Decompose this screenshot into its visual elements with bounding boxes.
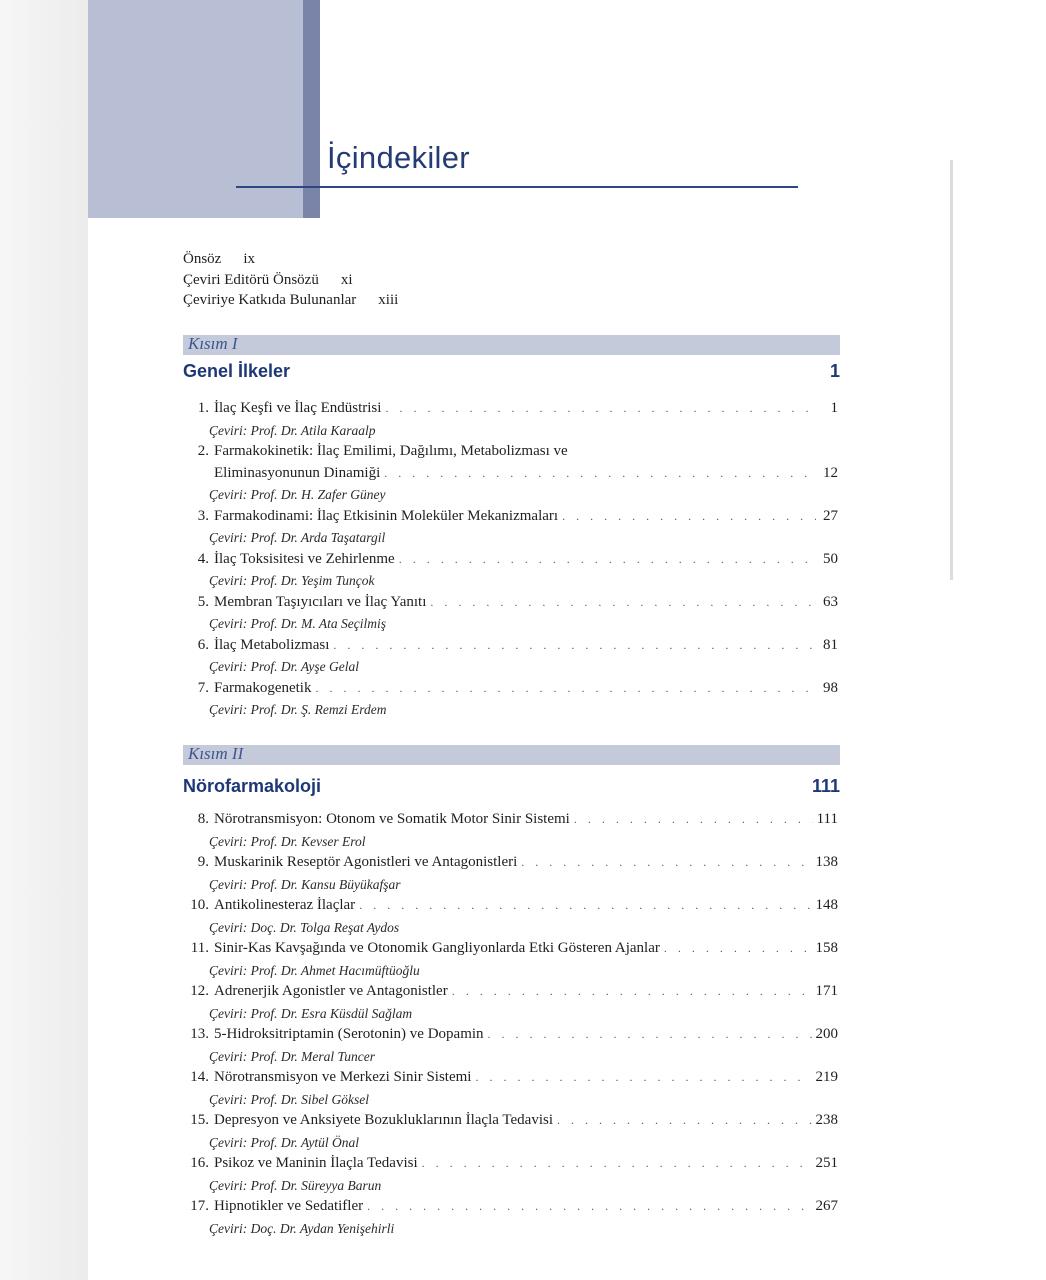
dot-leader bbox=[475, 1067, 811, 1089]
chapter-entry[interactable] bbox=[183, 895, 838, 938]
chapter-translator: Çeviri: Prof. Dr. Yeşim Tunçok bbox=[209, 573, 375, 588]
dot-leader bbox=[574, 809, 813, 831]
chapter-title: Farmakodinami: İlaç Etkisinin Moleküler Mekanizmaları bbox=[214, 507, 559, 524]
chapter-number: 14. bbox=[190, 1069, 209, 1085]
page-edge-shadow bbox=[950, 160, 953, 580]
front-matter-item[interactable] bbox=[183, 290, 398, 311]
chapter-title: Psikoz ve Maninin İlaçla Tedavisi bbox=[214, 1155, 418, 1171]
chapter-title: 5-Hidroksitriptamin (Serotonin) ve Dopamin bbox=[214, 1026, 484, 1042]
chapter-entry[interactable] bbox=[183, 1067, 838, 1110]
title-underline bbox=[236, 186, 798, 188]
chapter-translator: Çeviri: Prof. Dr. Atila Karaalp bbox=[209, 422, 376, 438]
dot-leader bbox=[384, 463, 816, 485]
chapter-title: Nörotransmisyon: Otonom ve Somatik Motor Sinir Sistemi bbox=[214, 811, 570, 827]
chapter-entry[interactable] bbox=[183, 852, 838, 895]
chapter-number: 6. bbox=[197, 636, 209, 653]
chapter-number: 2. bbox=[197, 443, 209, 459]
chapter-translator: Çeviri: Prof. Dr. M. Ata Seçilmiş bbox=[209, 616, 386, 631]
part-1-heading[interactable] bbox=[183, 361, 840, 382]
chapter-page: 238 bbox=[815, 1112, 838, 1128]
dot-leader bbox=[422, 1153, 812, 1175]
chapter-translator: Çeviri: Prof. Dr. H. Zafer Güney bbox=[209, 487, 386, 502]
chapter-translator: Çeviri: Prof. Dr. Süreyya Barun bbox=[209, 1177, 382, 1193]
chapter-translator: Çeviri: Prof. Dr. Esra Küsdül Sağlam bbox=[209, 1005, 413, 1021]
chapter-translator: Çeviri: Prof. Dr. Kansu Büyükafşar bbox=[209, 876, 401, 892]
chapter-translator: Çeviri: Prof. Dr. Ayşe Gelal bbox=[209, 659, 359, 674]
chapter-number: 15. bbox=[190, 1112, 209, 1128]
chapter-number: 8. bbox=[197, 811, 209, 827]
dot-leader bbox=[562, 506, 816, 528]
chapter-entry[interactable] bbox=[183, 592, 838, 635]
part-2-page: 111 bbox=[811, 776, 840, 796]
page-title: İçindekiler bbox=[327, 140, 470, 175]
front-matter-list bbox=[183, 249, 398, 311]
chapter-number: 10. bbox=[190, 897, 209, 913]
chapter-page: 111 bbox=[816, 811, 838, 827]
front-matter-page: xiii bbox=[378, 292, 399, 308]
chapter-number: 11. bbox=[190, 940, 209, 956]
chapter-entry[interactable] bbox=[183, 981, 838, 1024]
chapter-page: 148 bbox=[815, 897, 838, 913]
part-2-heading[interactable] bbox=[183, 776, 840, 797]
dot-leader bbox=[664, 938, 812, 960]
dot-leader bbox=[333, 635, 816, 657]
chapter-entry[interactable] bbox=[183, 809, 838, 852]
front-matter-label: Önsöz bbox=[183, 251, 222, 267]
dot-leader bbox=[385, 398, 816, 420]
front-matter-page: xi bbox=[340, 271, 353, 288]
chapter-page: 63 bbox=[823, 593, 838, 610]
part-2-bar bbox=[183, 745, 840, 765]
front-matter-item[interactable] bbox=[183, 270, 398, 291]
part-2-title: Nörofarmakoloji bbox=[183, 776, 322, 796]
part-1-bar bbox=[183, 335, 840, 355]
chapter-page: 251 bbox=[815, 1155, 838, 1171]
chapter-entry[interactable] bbox=[183, 678, 838, 721]
chapter-page: 50 bbox=[823, 550, 838, 567]
chapter-title: İlaç Keşfi ve İlaç Endüstrisi bbox=[214, 400, 382, 416]
chapter-number: 17. bbox=[190, 1198, 209, 1214]
chapter-title: Muskarinik Reseptör Agonistleri ve Antagonistleri bbox=[214, 854, 518, 870]
chapter-translator: Çeviri: Prof. Dr. Ahmet Hacımüftüoğlu bbox=[209, 962, 420, 978]
part-1-page: 1 bbox=[829, 361, 840, 381]
chapter-entry[interactable] bbox=[183, 1110, 838, 1153]
chapter-title: Adrenerjik Agonistler ve Antagonistler bbox=[214, 983, 448, 999]
dot-leader bbox=[452, 981, 812, 1003]
chapter-translator: Çeviri: Doç. Dr. Tolga Reşat Aydos bbox=[209, 919, 400, 935]
chapter-page: 267 bbox=[815, 1198, 838, 1214]
chapter-page: 219 bbox=[815, 1069, 838, 1085]
chapter-title-continued: Eliminasyonunun Dinamiği bbox=[214, 464, 381, 481]
chapter-page: 138 bbox=[815, 854, 838, 870]
chapter-title: Membran Taşıyıcıları ve İlaç Yanıtı bbox=[214, 593, 427, 610]
part-2-label: Kısım II bbox=[188, 744, 244, 763]
chapter-entry[interactable] bbox=[183, 549, 838, 592]
dot-leader bbox=[359, 895, 811, 917]
chapter-number: 9. bbox=[197, 854, 209, 870]
chapter-page: 81 bbox=[823, 636, 838, 653]
chapter-number: 1. bbox=[197, 400, 209, 416]
front-matter-item[interactable] bbox=[183, 249, 398, 270]
front-matter-label: Çeviri Editörü Önsözü bbox=[183, 271, 319, 288]
chapter-number: 7. bbox=[197, 679, 209, 696]
chapter-entry[interactable] bbox=[183, 938, 838, 981]
chapter-entry[interactable] bbox=[183, 1196, 838, 1239]
dot-leader bbox=[367, 1196, 811, 1218]
chapter-number: 13. bbox=[190, 1026, 209, 1042]
chapter-translator: Çeviri: Doç. Dr. Aydan Yenişehirli bbox=[209, 1220, 395, 1236]
chapter-entry[interactable] bbox=[183, 1024, 838, 1067]
front-matter-label: Çeviriye Katkıda Bulunanlar bbox=[183, 292, 357, 308]
part-2-chapter-list bbox=[183, 809, 838, 1239]
front-matter-page: ix bbox=[243, 251, 255, 267]
chapter-entry[interactable] bbox=[183, 398, 838, 441]
chapter-page: 200 bbox=[815, 1026, 838, 1042]
part-1-title: Genel İlkeler bbox=[183, 361, 291, 381]
chapter-title: Hipnotikler ve Sedatifler bbox=[214, 1198, 364, 1214]
chapter-title: Farmakogenetik bbox=[214, 679, 312, 696]
dot-leader bbox=[315, 678, 816, 700]
chapter-page: 1 bbox=[830, 400, 838, 416]
chapter-title: Antikolinesteraz İlaçlar bbox=[214, 897, 356, 913]
dot-leader bbox=[488, 1024, 812, 1046]
chapter-number: 4. bbox=[197, 550, 209, 567]
chapter-number: 16. bbox=[190, 1155, 209, 1171]
chapter-entry[interactable] bbox=[183, 441, 838, 506]
part-1-chapter-list bbox=[183, 398, 838, 721]
chapter-title: İlaç Metabolizması bbox=[214, 636, 330, 653]
chapter-number: 3. bbox=[197, 507, 209, 524]
chapter-page: 27 bbox=[823, 507, 838, 524]
chapter-title: Depresyon ve Anksiyete Bozukluklarının İlaçla Tedavisi bbox=[214, 1112, 554, 1128]
chapter-entry[interactable] bbox=[183, 1153, 838, 1196]
chapter-translator: Çeviri: Prof. Dr. Sibel Göksel bbox=[209, 1091, 369, 1107]
chapter-translator: Çeviri: Prof. Dr. Arda Taşatargil bbox=[209, 530, 386, 545]
chapter-translator: Çeviri: Prof. Dr. Aytül Önal bbox=[209, 1134, 359, 1150]
chapter-page: 98 bbox=[823, 679, 838, 696]
dot-leader bbox=[521, 852, 811, 874]
chapter-number: 5. bbox=[197, 593, 209, 610]
chapter-entry[interactable] bbox=[183, 635, 838, 678]
chapter-translator: Çeviri: Prof. Dr. Meral Tuncer bbox=[209, 1048, 375, 1064]
page-left-margin bbox=[0, 0, 88, 1280]
chapter-number: 12. bbox=[190, 983, 209, 999]
chapter-title: İlaç Toksisitesi ve Zehirlenme bbox=[214, 550, 395, 567]
chapter-title: Nörotransmisyon ve Merkezi Sinir Sistemi bbox=[214, 1069, 472, 1085]
part-1-label: Kısım I bbox=[188, 334, 238, 353]
chapter-entry[interactable] bbox=[183, 506, 838, 549]
chapter-title: Sinir-Kas Kavşağında ve Otonomik Gangliyonlarda Etki Gösteren Ajanlar bbox=[214, 940, 660, 956]
chapter-page: 171 bbox=[815, 983, 838, 999]
chapter-translator: Çeviri: Prof. Dr. Kevser Erol bbox=[209, 833, 366, 849]
chapter-translator: Çeviri: Prof. Dr. Ş. Remzi Erdem bbox=[209, 702, 387, 717]
chapter-title: Farmakokinetik: İlaç Emilimi, Dağılımı, Metabolizması ve bbox=[214, 443, 568, 459]
chapter-page: 12 bbox=[823, 464, 838, 481]
dot-leader bbox=[430, 592, 816, 614]
dot-leader bbox=[557, 1110, 811, 1132]
dot-leader bbox=[399, 549, 816, 571]
chapter-page: 158 bbox=[815, 940, 838, 956]
